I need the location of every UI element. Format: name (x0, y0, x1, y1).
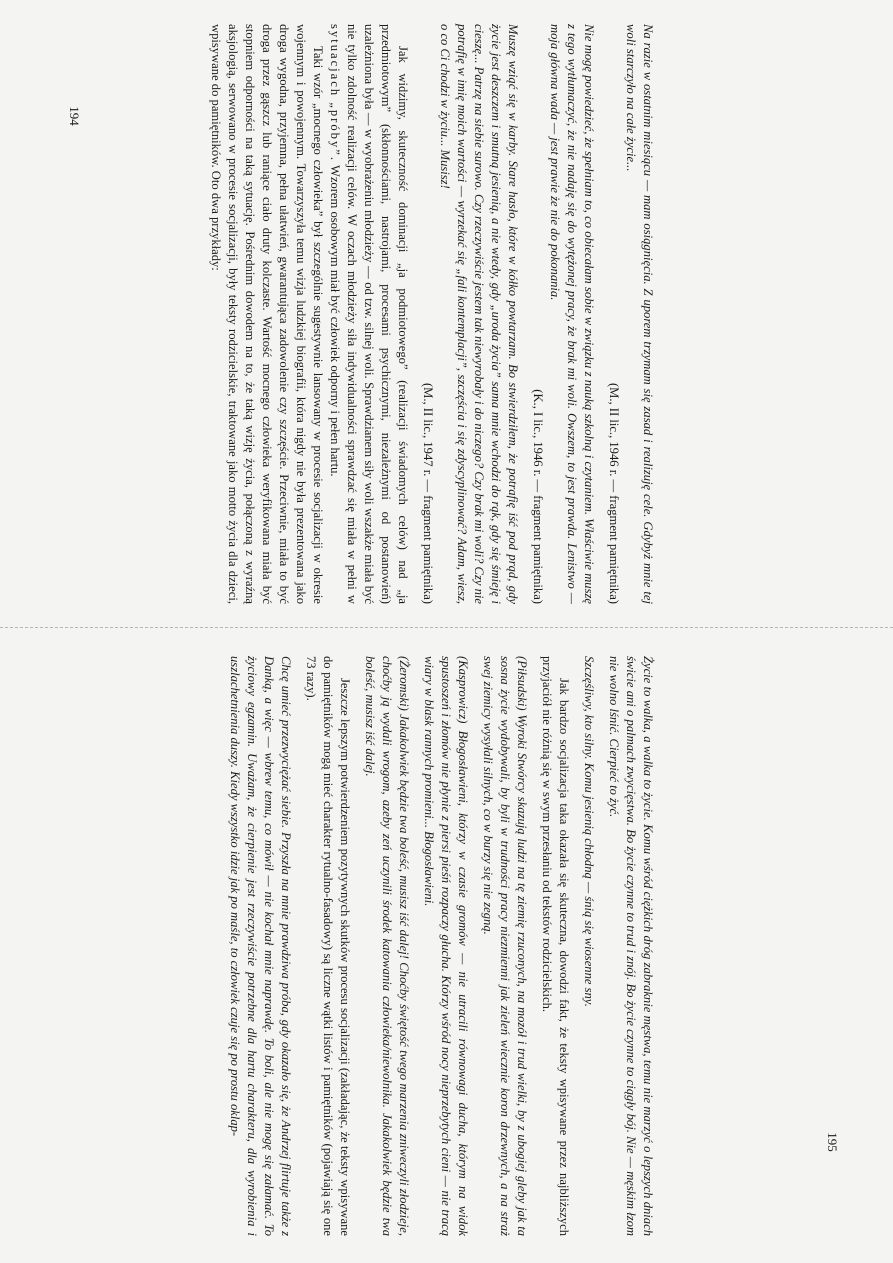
quote-2: Nie mogę powiedzieć, że spełniam to, co obiecałam sobie w związku z nauką szkolną i czytaniem. Właściwie muszę z tego wytłumaczyć, że nie nadaję się do wytężonej pracy, że brak mi woli. Owszem, to jest prawda. Lenistwo — moja główna wada — jest prawie że nie do pokonania. (548, 24, 596, 604)
paragraph-2: Taki wzór „mocnego człowieka” był szczególnie sugestywnie lansowany w procesie socjalizacji w okresie wojennym i powojennym. Towarzyszyła temu wizja ludzkiej biografii, która nigdy nie była prezentowana jako droga wygodna, przyjemna, pełna ułatwień, gwarantująca zadowolenie czy szczęście. Przeciwnie, miała to być droga przez gąszcz lub raniące ciało druty kolczaste. Wartość mocnego człowieka weryfikowana miała być stopniem odporności na taką sytuację. Pośrednim dowodem na to, że taką wizję życia, połączoną z wyraźną aksjologią, serwowano w procesie socjalizacji, były teksty rodzicielskie, traktowane jako motto życia dla dzieci, wpisywane do pamiętników. Oto dwa przykłady: (209, 24, 325, 604)
quote-4: (Kasprowicz) Błogosławieni, którzy w czasie gromów — nie utracili równowagi ducha, którym na widok spustoszeń i złomów nie płynie z piersi pieśń rozpaczy głucha. Którzy wśród nocy nieprzebytych cieni — nie tracą wiary w blask rannych promieni... Błogosławieni. (422, 656, 470, 1236)
quote-3: Muszę wziąć się w karby. Stare hasło, które w kółko powtarzam. Bo stwierdziłem, że potrafię iść pod prąd, gdy życie jest deszczem i smutną jesienią, a nie wtedy, gdy „uroda życia” sama mnie wchodzi do rąk, gdy się śmieję i cieszę... Patrzę na siebie surowo. Czy rzeczywiście jestem tak niewyrobały i do niczego? Czy brak mi woli? Czy nie potrafię w imię moich wartości — wyrzekać się „fali kontemplacji”, szczęścia i się zdyscyplinować? Adam, wiesz, o co Ci chodzi w życiu... Musisz! (438, 24, 520, 604)
paragraph-1-text: Jak widzimy, skuteczność dominacji „ja podmiotowego” (realizacji świadomych celów) nad „ja przedmiotowym” (skłonnościami, nastrojami, procesami psychicznymi, niezależnymi od postanowień) uzależniona była — w wyobrażeniu młodzieży — od tzw. silnej woli. Sprawdzianem siły woli wszakże miała być nie tylko zdolność realizacji celów. W oczach młodzieży siła indywidualności sprawdzać się miała w pełni w (345, 24, 410, 604)
page-number-195: 195 (824, 1132, 840, 1152)
quote-1-source: (M., II lic., 1946 r. — fragment pamiętnika) (607, 382, 621, 604)
paragraph-1-spaced: sytuacjach „próby”. (328, 24, 342, 163)
paragraph-1: Jak bardzo socjalizacja taka okazała się skuteczna, dowodzi fakt, że teksty wpisywane przez najbliższych przyjaciół nie różnią się w swym przesłaniu od tekstów rodzicielskich. (540, 656, 571, 1236)
paragraph-1-end: Wzorem osobowym miał być człowiek odporny i pełen hartu. (328, 164, 342, 477)
page-divider (0, 627, 893, 628)
quote-3-source: (M., II lic., 1947 r. — fragment pamiętnika) (421, 382, 435, 604)
page-194 (209, 24, 656, 604)
quote-1: Na razie w ostatnim miesiącu — mam osiągnięcia. Z uporem trzymam się zasad i realizuję cele. Gdybyż mnie tej woli starczyło na całe życie... (624, 24, 655, 604)
page-number-194: 194 (66, 106, 82, 126)
page-195 (228, 656, 656, 1236)
quote-2-source: (K., I lic., 1946 r. — fragment pamiętnika) (531, 389, 545, 604)
quote-3: (Piłsudski) Wyroki Stwórcy skazują ludzi na tę ziemię rzuconych, na mozół i trud wielki, by z ubogiej gleby jak ta sosna życie wydobywali, by byli w trudności pracy niezmienni jak zieleń wiecznie koron drzewnych, a na straż swej ziemicy wysyłali silnych, co w burzy się nie zegną. (481, 656, 529, 1236)
paragraph-1 (326, 24, 411, 604)
quote-6: Chcę umieć przezwyciężać siebie. Przyszła na mnie prawdziwa próba, gdy okazało się, że Andrzej flirtuje także z Danką, a więc — wbrew temu, co mówił — nie kochał mnie naprawdę. To boli, ale nie mogę się załamać. To życiowy egzamin. Uważam, że cierpienie jest rzeczywiście potrzebne dla hartu charakteru, dla wyrobienia i uszlachetnienia duszy. Kiedy wszystko idzie jak po maśle, to człowiek czuje się po prostu oklap- (228, 656, 293, 1236)
quote-5: (Żeromski) Jakakolwiek będzie twa boleść, musisz iść dalej! Choćby świętość twego marzenia zniweczyli złodzieje, choćby ją wydali wrogom, azeby zeń uczynili środek katowania człowieka/niewolnika. Jakakolwiek będzie twa boleść, musisz iść dalej. (363, 656, 411, 1236)
paragraph-2: Jeszcze lepszym potwierdzeniem pozytywnych skutków procesu socjalizacji (zakładając, że teksty wpisywane do pamiętników mogą mieć charakter rytualno-fasadowy) są liczne wątki listów i pamiętników (pojawiają się one 73 razy). (304, 656, 352, 1236)
quote-2: Szczęśliwy, kto silny. Komu jesienią chłodną — śnią się wiosenne sny. (582, 656, 596, 1007)
quote-1: Życie to walka, a walka to życie. Komu wśród ciężkich dróg zabraknie męstwa, temu nie marzyć o lepszych dniach świcie ani o palmach zwycięstwa. Bo życie czynne to trud i znój. Bo życie czynne to ciągły bój. Nie — męskim łzom nie wolno lśnić. Cierpieć to żyć. (607, 656, 655, 1236)
